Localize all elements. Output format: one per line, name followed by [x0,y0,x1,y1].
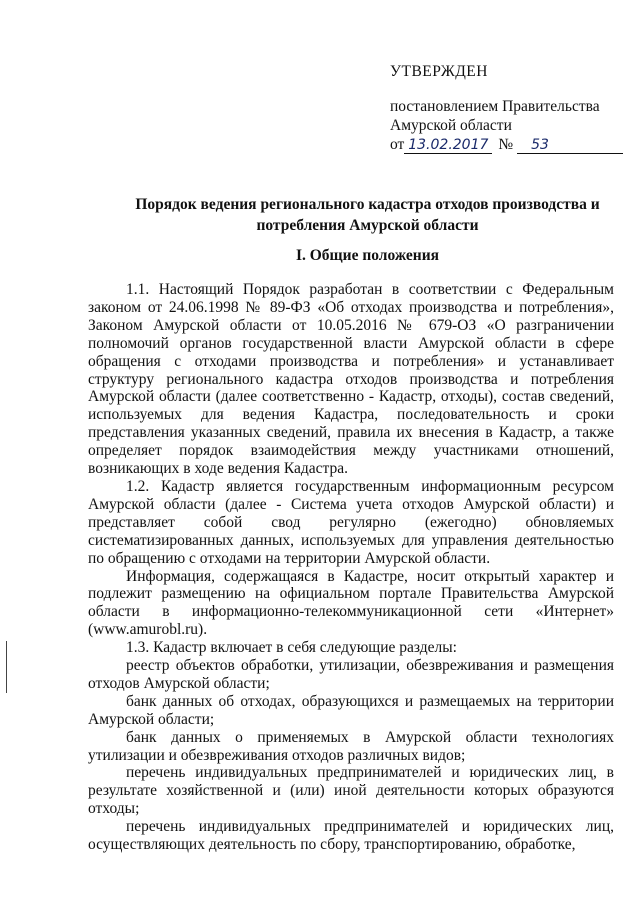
list-item-generators-list: перечень индивидуальных предпринимателей и юридических лиц, в результате хозяйственной и (или) иной деятельности которых образуются отходы; [88,764,614,818]
approval-line-2: Амурской области [390,117,512,134]
document-title [95,194,640,236]
date-prefix: от [390,136,405,153]
document-title-line-2: потребления Амурской области [256,217,479,234]
list-item-operators-list: перечень индивидуальных предпринимателей и юридических лиц, осуществляющих деятельность по сбору, транспортированию, обработке, [88,818,614,854]
document-title-line-1: Порядок ведения регионального кадастра отходов производства и [135,196,600,213]
list-item-registry: реестр объектов обработки, утилизации, обезвреживания и размещения отходов Амурской области; [88,657,614,692]
paragraph-info: Информация, содержащаяся в Кадастре, носит открытый характер и подлежит размещению на официальном портале Правительства Амурской области в информационно-телекоммуникационной сети «Интернет» (www.amurobl.ru). [88,567,614,639]
paragraph-1-3: 1.3. Кадастр включает в себя следующие разделы: [126,639,457,657]
scan-margin-mark [6,641,7,693]
approval-date-number-row [390,135,623,154]
paragraph-1-2: 1.2. Кадастр является государственным информационным ресурсом Амурской области (далее - Система учета отходов Амурской области) и представляет собой свод регулярно (ежегодно) обновляемых систематизированных данных, используемых для управления деятельностью по обращению с отходами на территории Амурской области. [88,477,614,567]
approval-title: УТВЕРЖДЕН [390,63,488,80]
list-item-waste-databank: банк данных об отходах, образующихся и размещаемых на территории Амурской области; [88,692,614,728]
paragraph-1-1: 1.1. Настоящий Порядок разработан в соответствии с Федеральным законом от 24.06.1998 № 89-ФЗ «Об отходах производства и потребления», Законом Амурской области от 10.05.2016 № 679-ОЗ «О разграничении полномочий органов государственной власти Амурской области в сфере обращения с отходами производства и потребления» и устанавливает структуру регионального кадастра отходов производства и потребления Амурской области (далее соответственно - Кадастр, отходы), состав сведений, используемых для ведения Кадастра, последовательность и сроки представления указанных сведений, правила их внесения в Кадастр, а также определяет порядок взаимодействия между участниками отношений, возникающих в ходе ведения Кадастра. [88,281,614,478]
list-item-tech-databank: банк данных о применяемых в Амурской области технологиях утилизации и обезвреживания отходов различных видов; [88,728,614,764]
handwritten-number: 53 [517,137,623,154]
handwritten-date: 13.02.2017 [404,137,492,154]
approval-line-1: постановлением Правительства [390,98,600,115]
document-body [88,281,614,854]
number-label: № [498,136,514,153]
section-heading: I. Общие положения [295,247,440,264]
approval-block [390,62,623,154]
